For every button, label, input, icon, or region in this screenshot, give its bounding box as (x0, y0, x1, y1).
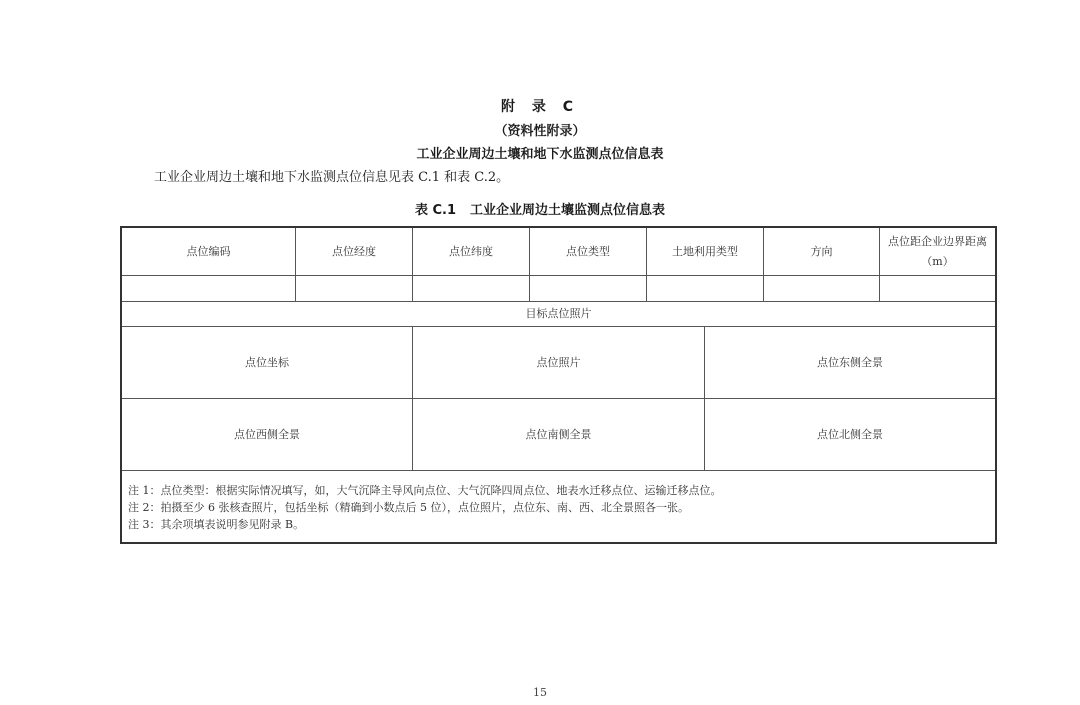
appendix-subtitle: （资料性附录） (494, 124, 586, 139)
table-notes (122, 471, 995, 542)
notes-block (122, 471, 728, 542)
photo-cell-coordinates: 点位坐标 (122, 327, 413, 398)
input-distance-cell[interactable] (880, 276, 995, 301)
photo-section-row (122, 302, 995, 327)
appendix-heading: 附 录 C (500, 99, 580, 115)
intro-paragraph: 工业企业周边土壤和地下水监测点位信息见表 C.1 和表 C.2。 (154, 170, 510, 185)
header-latitude: 点位纬度 (413, 228, 530, 275)
header-boundary-distance: 点位距企业边界距离（m） (888, 234, 987, 268)
note-2: 注 2：拍摄至少 6 张核查照片，包括坐标（精确到小数点后 5 位），点位照片，点位东、南、西、北全景照各一张。 (128, 501, 689, 514)
table-caption (0, 199, 1080, 218)
input-latitude-cell[interactable] (413, 276, 530, 301)
input-point-code-cell[interactable] (122, 276, 296, 301)
input-land-use-cell[interactable] (647, 276, 764, 301)
photo-cell-point-photo: 点位照片 (413, 327, 705, 398)
page-number: 15 (533, 686, 547, 699)
header-direction: 方向 (764, 228, 880, 275)
appendix-title: 工业企业周边土壤和地下水监测点位信息表 (416, 147, 664, 162)
table-header-row (122, 228, 995, 276)
input-direction-cell[interactable] (764, 276, 880, 301)
header-point-type: 点位类型 (530, 228, 647, 275)
table-empty-row (122, 276, 995, 302)
photo-cell-north-panorama: 点位北侧全景 (817, 427, 883, 441)
photo-cell-east-panorama: 点位东侧全景 (817, 355, 883, 369)
photo-cell-west-panorama: 点位西侧全景 (122, 399, 413, 470)
table-caption-title: 工业企业周边土壤监测点位信息表 (470, 203, 666, 218)
photo-row (122, 399, 995, 471)
input-point-type-cell[interactable] (530, 276, 647, 301)
note-1: 注 1：点位类型：根据实际情况填写，如，大气沉降主导风向点位、大气沉降四周点位、地表水迁移点位、运输迁移点位。 (128, 484, 722, 497)
header-longitude: 点位经度 (296, 228, 413, 275)
photo-section-title: 目标点位照片 (525, 307, 592, 320)
monitoring-point-table (120, 226, 997, 544)
photo-cell-south-panorama: 点位南侧全景 (413, 399, 705, 470)
header-point-code: 点位编码 (122, 228, 296, 275)
table-caption-number: 表 C.1 (414, 203, 457, 218)
photo-row (122, 327, 995, 399)
note-3: 注 3：其余项填表说明参见附录 B。 (128, 518, 305, 531)
input-longitude-cell[interactable] (296, 276, 413, 301)
header-land-use-type: 土地利用类型 (647, 228, 764, 275)
